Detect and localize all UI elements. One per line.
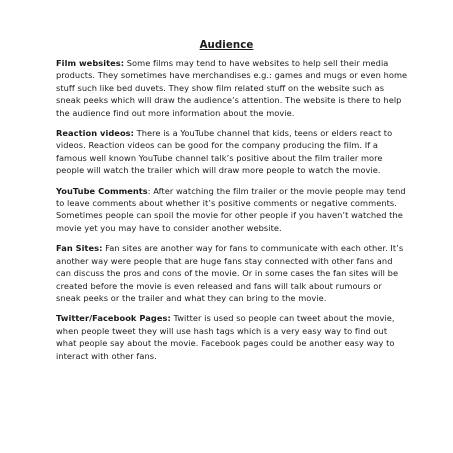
paragraph-film-websites — [56, 57, 408, 119]
paragraph-text: Some films may tend to have websites to help sell their media products. They sometimes have merchandises e.g.: games and mugs or even home stuff such like bed duvets. They show film related stuff on the website such as sneak peeks which will draw the audience’s attention. The website is there to help the audience find out more information about the movie. — [56, 58, 408, 118]
paragraph-heading: YouTube Comments — [56, 185, 148, 196]
paragraph-twitter-facebook-pages — [56, 312, 408, 362]
paragraph-text: There is a YouTube channel that kids, teens or elders react to videos. Reaction videos can be good for the company producing the film. If a famous well known YouTube channel talk’s positive about the film trailer more people will watch the trailer which will draw more people to watch the movie. — [56, 128, 393, 176]
document-body — [56, 57, 408, 370]
paragraph-heading: Fan Sites: — [56, 243, 103, 254]
paragraph-text: Fan sites are another way for fans to communicate with each other. It’s another way were people that are huge fans stay connected with other fans and can discuss the pros and cons of the movie. Or in some cases the fan sites will be created before the movie is even released and fans will talk about rumours or sneak peeks or the trailer and what they can bring to the movie. — [56, 243, 404, 303]
page-title: Audience — [199, 40, 254, 51]
paragraph-reaction-videos — [56, 127, 408, 177]
paragraph-youtube-comments — [56, 185, 408, 235]
paragraph-text: Twitter is used so people can tweet about the movie, when people tweet they will use hash tags which is a very easy way to find out what people say about the movie. Facebook pages could be another easy way to interact with other fans. — [56, 313, 395, 361]
paragraph-heading: Twitter/Facebook Pages: — [56, 313, 171, 324]
paragraph-text: : After watching the film trailer or the movie people may tend to leave comments about whether it’s positive comments or negative comments. Sometimes people can spoil the movie for other people if you haven’t watched the movie yet you may have to consider another website. — [56, 185, 406, 233]
paragraph-fan-sites — [56, 242, 408, 304]
paragraph-heading: Reaction videos: — [56, 128, 134, 139]
paragraph-heading: Film websites: — [56, 58, 125, 68]
